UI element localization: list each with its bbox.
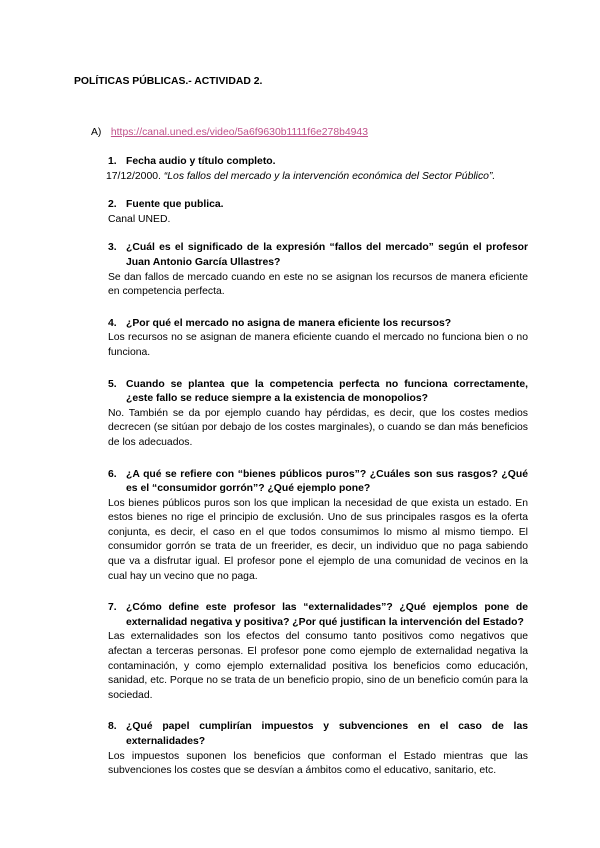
question-text: ¿Cómo define este profesor las “externalidades”? ¿Qué ejemplos pone de externalidad negativa y positiva? ¿Por qué justifican la intervención del Estado? [126,602,528,628]
question-number: 5. [108,378,117,390]
question-heading [108,601,528,630]
question-text: ¿Por qué el mercado no asigna de manera eficiente los recursos? [126,317,452,329]
answer-text: Se dan fallos de mercado cuando en este no se asignan los recursos de manera eficiente en competencia perfecta. [108,271,528,298]
question-text: Fuente que publica. [126,199,224,211]
answer-text: Los recursos no se asignan de manera eficiente cuando el mercado no funciona bien o no funciona. [108,332,528,358]
question-item [108,601,528,703]
question-heading [108,378,528,407]
questions-list [108,155,528,796]
answer-date: 17/12/2000. [106,170,161,182]
question-heading [108,241,528,270]
answer-text [106,170,528,185]
answer-text: No. También se da por ejemplo cuando hay pérdidas, es decir, que los costes medios decrecen (se sitúan por debajo de los costes marginales), o cuando se dan más beneficios de los adecuados. [108,407,528,448]
question-number: 8. [108,721,117,733]
question-text: ¿Cuál es el significado de la expresión “fallos del mercado” según el profesor Juan Antonio García Ullastres? [126,242,528,268]
video-link[interactable]: https://canal.uned.es/video/5a6f9630b1111f6e278b4943 [110,127,368,138]
question-text: ¿Qué papel cumplirían impuestos y subvenciones en el caso de las externalidades? [126,721,528,747]
question-text: ¿A qué se refiere con “bienes públicos puros”? ¿Cuáles son sus rasgos? ¿Qué es el “consumidor gorrón”? ¿Qué ejemplo pone? [126,468,528,495]
question-item [108,241,528,299]
question-text: Fecha audio y título completo. [126,156,276,167]
answer-text: Los bienes públicos puros son los que implican la necesidad de que exista un estado. En estos bienes no rige el principio de exclusión. Uno de sus principales rasgos es la oferta conjunta, es decir, el caso en el que todos consumimos lo mismo al mismo tiempo. El consumidor gorrón se trata de un freerider, es decir, un individuo que no paga sabiendo que va a disfrutar igual. El profesor pone el ejemplo de una comunidad de vecinos en la cual hay un vecino que no paga. [108,497,528,582]
question-item [108,317,528,361]
answer-text: Las externalidades son los efectos del consumo tanto positivos como negativos que afectan a terceras personas. El profesor pone como ejemplo de externalidad negativa la contaminación, y como ejemplo externalidad positiva los beneficios como educación, sanidad, etc. Porque no se trata de un beneficio propio, sino de un beneficio común para la sociedad. [108,631,528,701]
answer-title: “Los fallos del mercado y la intervención económica del Sector Público”. [163,170,496,182]
question-number: 4. [108,317,117,329]
question-number: 7. [108,602,117,614]
question-text: Cuando se plantea que la competencia perfecta no funciona correctamente, ¿este fallo se reduce siempre a la existencia de monopolios? [126,378,528,405]
answer-text: Los impuestos suponen los beneficios que conforman el Estado mientras que las subvenciones los costes que se desvían a ámbitos como el educativo, sanitario, etc. [108,750,528,777]
section-letter: A) [91,127,102,138]
question-item [108,468,528,585]
question-item [108,378,528,451]
question-number: 1. [108,156,117,167]
document-title: POLÍTICAS PÚBLICAS.- ACTIVIDAD 2. [74,76,263,87]
question-heading [108,155,528,170]
question-heading [108,468,528,497]
question-item [108,720,528,778]
answer-text: Canal UNED. [108,213,171,225]
question-number: 2. [108,199,117,211]
section-a-header [91,126,368,141]
question-item [108,198,528,227]
question-heading [108,317,528,332]
question-number: 6. [108,468,117,480]
question-item [108,155,528,184]
question-heading [108,198,528,213]
question-number: 3. [108,242,117,254]
question-heading [108,720,528,749]
